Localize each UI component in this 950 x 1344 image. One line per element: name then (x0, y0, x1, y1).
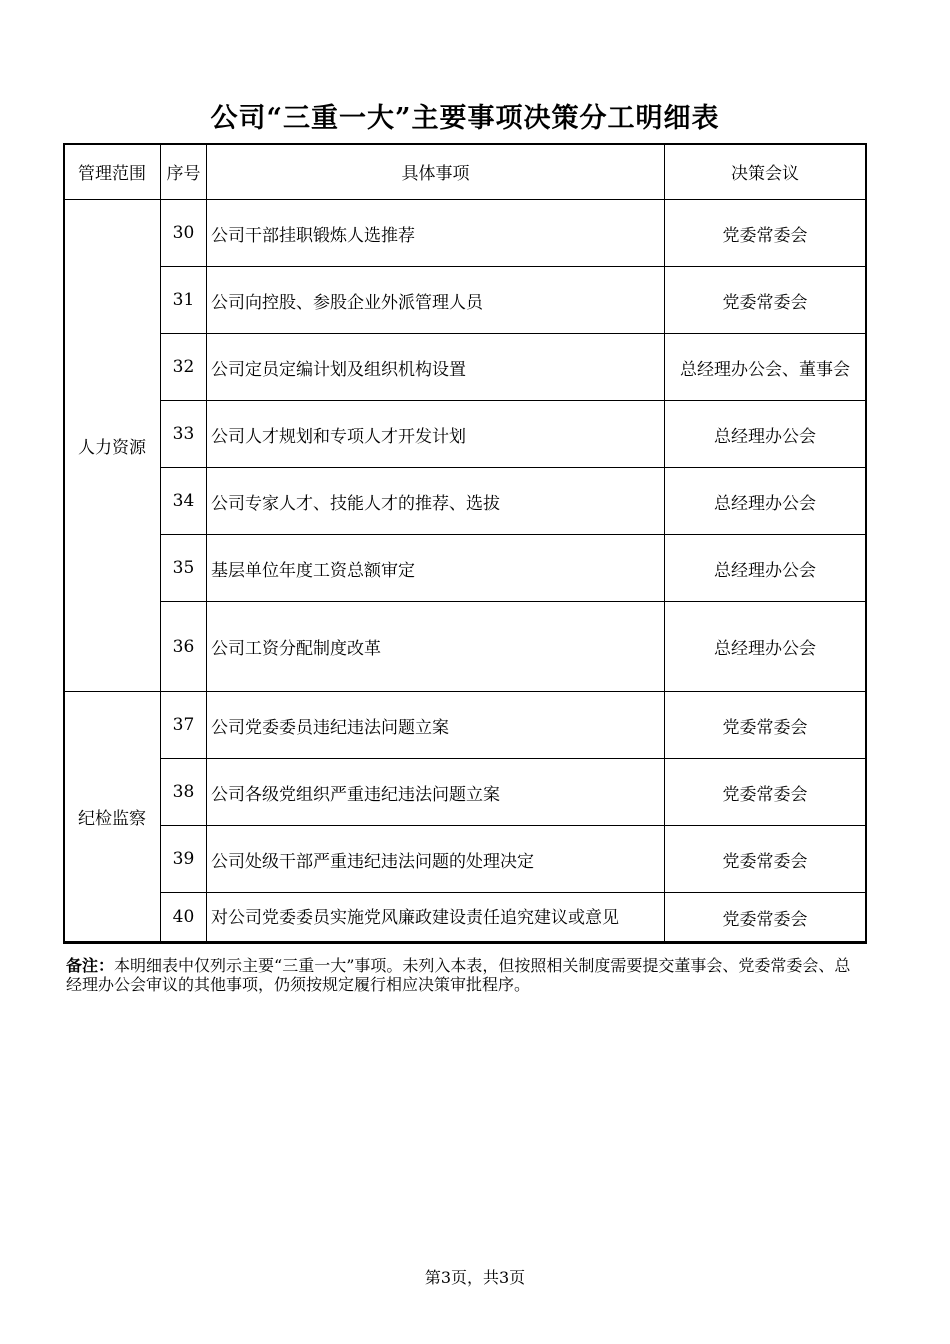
table-row (64, 200, 866, 267)
row-meeting: 总经理办公会、董事会 (665, 334, 866, 401)
row-meeting: 党委常委会 (665, 826, 866, 893)
row-item: 公司定员定编计划及组织机构设置 (207, 334, 665, 401)
row-meeting: 总经理办公会 (665, 602, 866, 692)
row-no: 38 (161, 759, 207, 826)
row-meeting: 总经理办公会 (665, 535, 866, 602)
row-no: 35 (161, 535, 207, 602)
table-row (64, 535, 866, 602)
table-row (64, 267, 866, 334)
header-no: 序号 (161, 144, 207, 200)
table-row (64, 468, 866, 535)
row-item: 公司专家人才、技能人才的推荐、选拔 (207, 468, 665, 535)
table-row (64, 893, 866, 942)
row-meeting: 党委常委会 (665, 893, 866, 942)
header-meeting: 决策会议 (665, 144, 866, 200)
row-meeting: 党委常委会 (665, 200, 866, 267)
table-row (64, 401, 866, 468)
row-item: 公司各级党组织严重违纪违法问题立案 (207, 759, 665, 826)
row-no: 34 (161, 468, 207, 535)
row-no: 33 (161, 401, 207, 468)
table-row (64, 602, 866, 692)
table-row (64, 826, 866, 893)
row-no: 39 (161, 826, 207, 893)
row-item: 公司向控股、参股企业外派管理人员 (207, 267, 665, 334)
scope-cell-discipline: 纪检监察 (64, 692, 161, 942)
table-header-row (64, 144, 866, 200)
row-item: 公司处级干部严重违纪违法问题的处理决定 (207, 826, 665, 893)
row-meeting: 党委常委会 (665, 267, 866, 334)
table-row (64, 759, 866, 826)
row-item: 公司工资分配制度改革 (207, 602, 665, 692)
page-title: 公司“三重一大”主要事项决策分工明细表 (210, 103, 720, 134)
header-item: 具体事项 (207, 144, 665, 200)
row-no: 40 (161, 893, 207, 942)
row-meeting: 党委常委会 (665, 692, 866, 759)
decision-table (63, 143, 866, 942)
row-item: 公司党委委员违纪违法问题立案 (207, 692, 665, 759)
page-number: 第3页，共3页 (424, 1268, 526, 1287)
table-row (64, 334, 866, 401)
header-scope: 管理范围 (64, 144, 161, 200)
row-no: 37 (161, 692, 207, 759)
row-no: 30 (161, 200, 207, 267)
row-meeting: 总经理办公会 (665, 468, 866, 535)
remark-note (66, 956, 866, 994)
row-no: 36 (161, 602, 207, 692)
row-item: 公司干部挂职锻炼人选推荐 (207, 200, 665, 267)
table-row (64, 692, 866, 759)
row-meeting: 总经理办公会 (665, 401, 866, 468)
row-item: 公司人才规划和专项人才开发计划 (207, 401, 665, 468)
scope-cell-hr: 人力资源 (64, 200, 161, 692)
row-item: 基层单位年度工资总额审定 (207, 535, 665, 602)
row-item: 对公司党委委员实施党风廉政建设责任追究建议或意见 (207, 893, 665, 942)
row-no: 31 (161, 267, 207, 334)
row-meeting: 党委常委会 (665, 759, 866, 826)
row-no: 32 (161, 334, 207, 401)
remark-text: 本明细表中仅列示主要“三重一大”事项。未列入本表，但按照相关制度需要提交董事会、党委常委会、总经理办公会审议的其他事项，仍须按规定履行相应决策审批程序。 (66, 956, 851, 994)
remark-label: 备注： (66, 956, 115, 975)
